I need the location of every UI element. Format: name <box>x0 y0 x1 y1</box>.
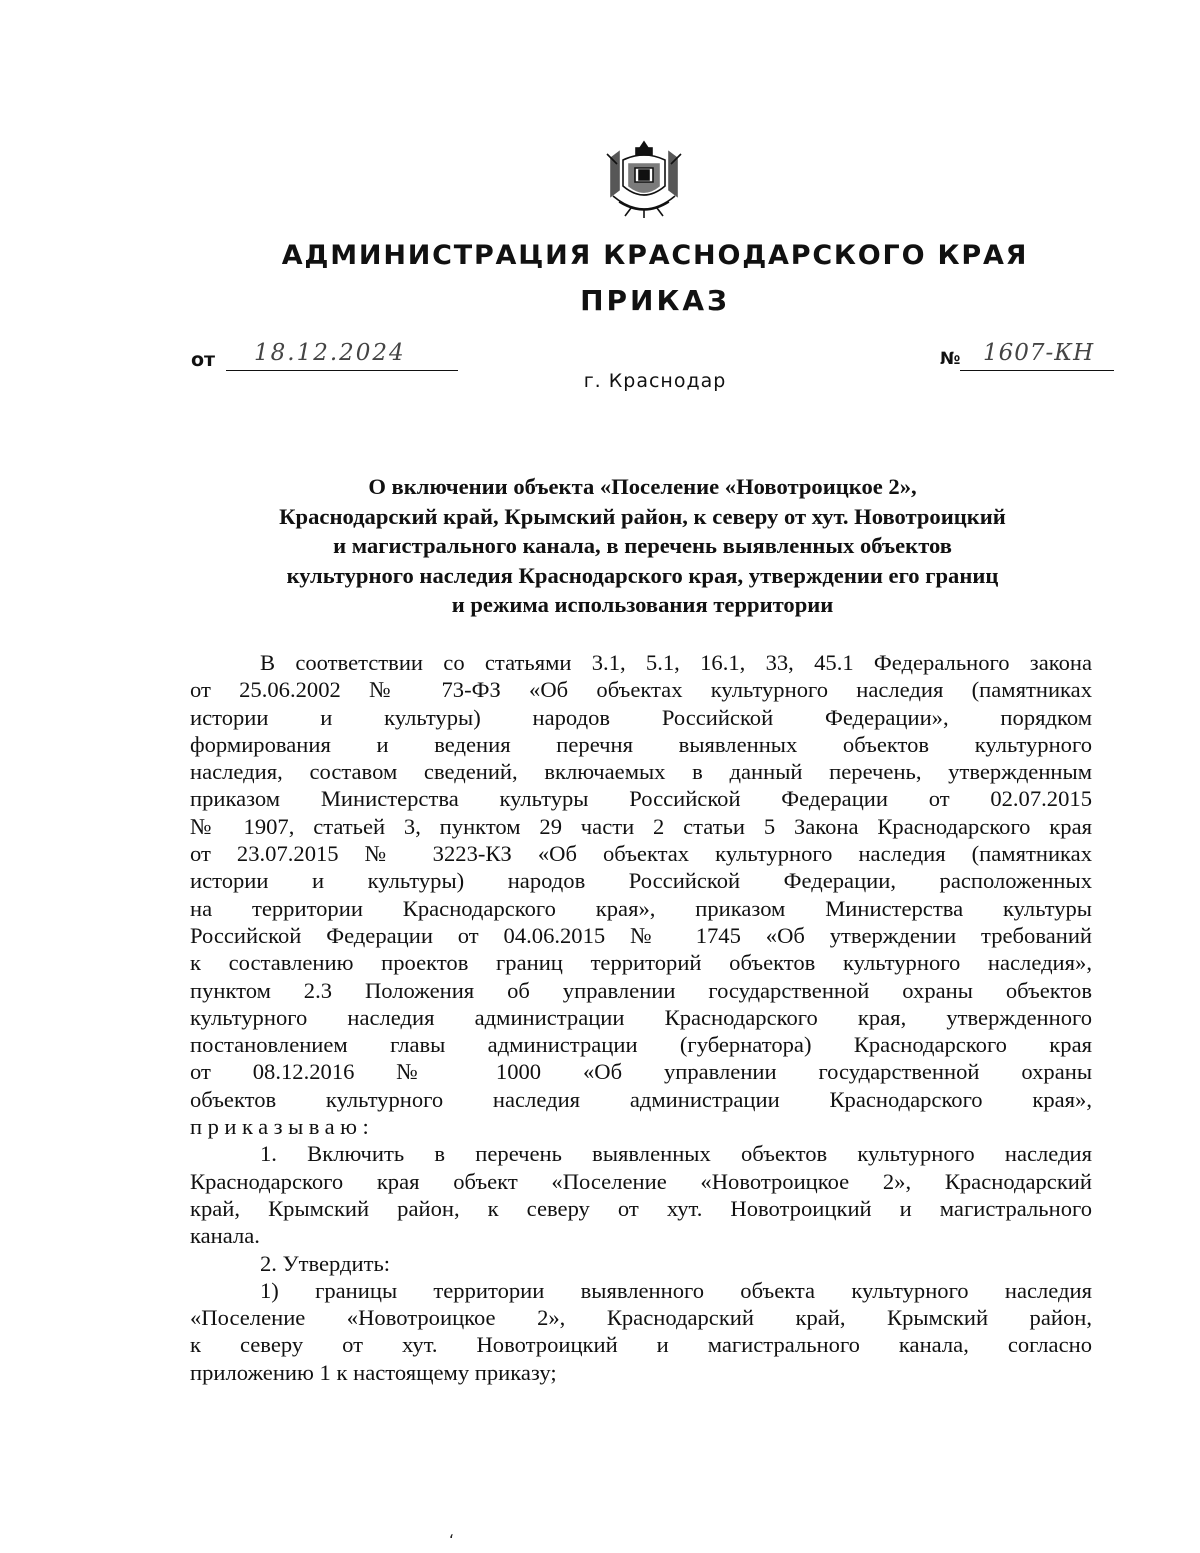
body-line: приказом Министерства культуры Российской Федерации от 02.07.2015 <box>190 786 1092 812</box>
date-label: от <box>191 349 216 371</box>
body-line: объектов культурного наследия администрации Краснодарского края», <box>190 1086 1092 1112</box>
body-line: на территории Краснодарского края», приказом Министерства культуры <box>190 895 1092 921</box>
number-value: 1607-КН <box>983 340 1095 366</box>
body-line: пунктом 2.3 Положения об управлении государственной охраны объектов <box>190 977 1092 1003</box>
title-line: О включении объекта «Поселение «Новотроицкое 2», <box>368 474 917 499</box>
title-line: Краснодарский край, Крымский район, к северу от хут. Новотроицкий <box>279 503 1006 529</box>
body-line: культурного наследия администрации Краснодарского края, утвержденного <box>190 1004 1092 1030</box>
body-line: край, Крымский район, к северу от хут. Новотроицкий и магистрального <box>190 1195 1092 1221</box>
body-line: Российской Федерации от 04.06.2015 № 1745 «Об утверждении требований <box>190 922 1092 948</box>
organization-name: АДМИНИСТРАЦИЯ КРАСНОДАРСКОГО КРАЯ <box>281 240 1029 271</box>
number-label: № <box>940 349 961 369</box>
document-type: ПРИКАЗ <box>580 284 730 317</box>
body-line: от 25.06.2002 № 73-ФЗ «Об объектах культурного наследия (памятниках <box>190 677 1092 703</box>
title-line: культурного наследия Краснодарского края, утверждении его границ <box>286 562 999 588</box>
order-word: приказываю: <box>190 1114 375 1140</box>
page-mark: ʻ <box>449 1531 455 1550</box>
body-line: 1. Включить в перечень выявленных объектов культурного наследия <box>260 1141 1092 1167</box>
body-line: от 08.12.2016 № 1000 «Об управлении государственной охраны <box>190 1059 1092 1085</box>
body-line: № 1907, статьей 3, пунктом 29 части 2 статьи 5 Закона Краснодарского края <box>190 813 1092 839</box>
body-line: Краснодарского края объект «Поселение «Новотроицкое 2», Краснодарский <box>190 1168 1092 1194</box>
body-line: к составлению проектов границ территорий объектов культурного наследия», <box>190 950 1092 976</box>
body-line: В соответствии со статьями 3.1, 5.1, 16.1, 33, 45.1 Федерального закона <box>260 650 1092 675</box>
body-line: постановлением главы администрации (губернатора) Краснодарского края <box>190 1032 1092 1058</box>
body-line: наследия, составом сведений, включаемых в данный перечень, утвержденным <box>190 759 1092 785</box>
body-line: 1) границы территории выявленного объекта культурного наследия <box>260 1277 1092 1303</box>
body-line: от 23.07.2015 № 3223-КЗ «Об объектах культурного наследия (памятниках <box>190 841 1092 867</box>
body-line: «Поселение «Новотроицкое 2», Краснодарский край, Крымский район, <box>190 1305 1092 1331</box>
document-body <box>190 649 1092 1386</box>
body-line: 2. Утвердить: <box>260 1250 391 1276</box>
body-line: приложению 1 к настоящему приказу; <box>190 1359 557 1385</box>
title-line: и магистрального канала, в перечень выявленных объектов <box>333 533 952 559</box>
city: г. Краснодар <box>583 370 727 392</box>
title-line: и режима использования территории <box>451 592 834 618</box>
document-title <box>190 472 1095 620</box>
body-line: формирования и ведения перечня выявленных объектов культурного <box>190 731 1092 757</box>
body-line: канала. <box>190 1223 260 1249</box>
body-line: истории и культуры) народов Российской Федерации, расположенных <box>190 868 1092 894</box>
body-line: истории и культуры) народов Российской Федерации», порядком <box>190 704 1092 730</box>
date-value: 18.12.2024 <box>254 340 406 366</box>
krasnodar-krai-coat-of-arms-icon <box>601 138 687 220</box>
body-line: к северу от хут. Новотроицкий и магистрального канала, согласно <box>190 1332 1092 1358</box>
